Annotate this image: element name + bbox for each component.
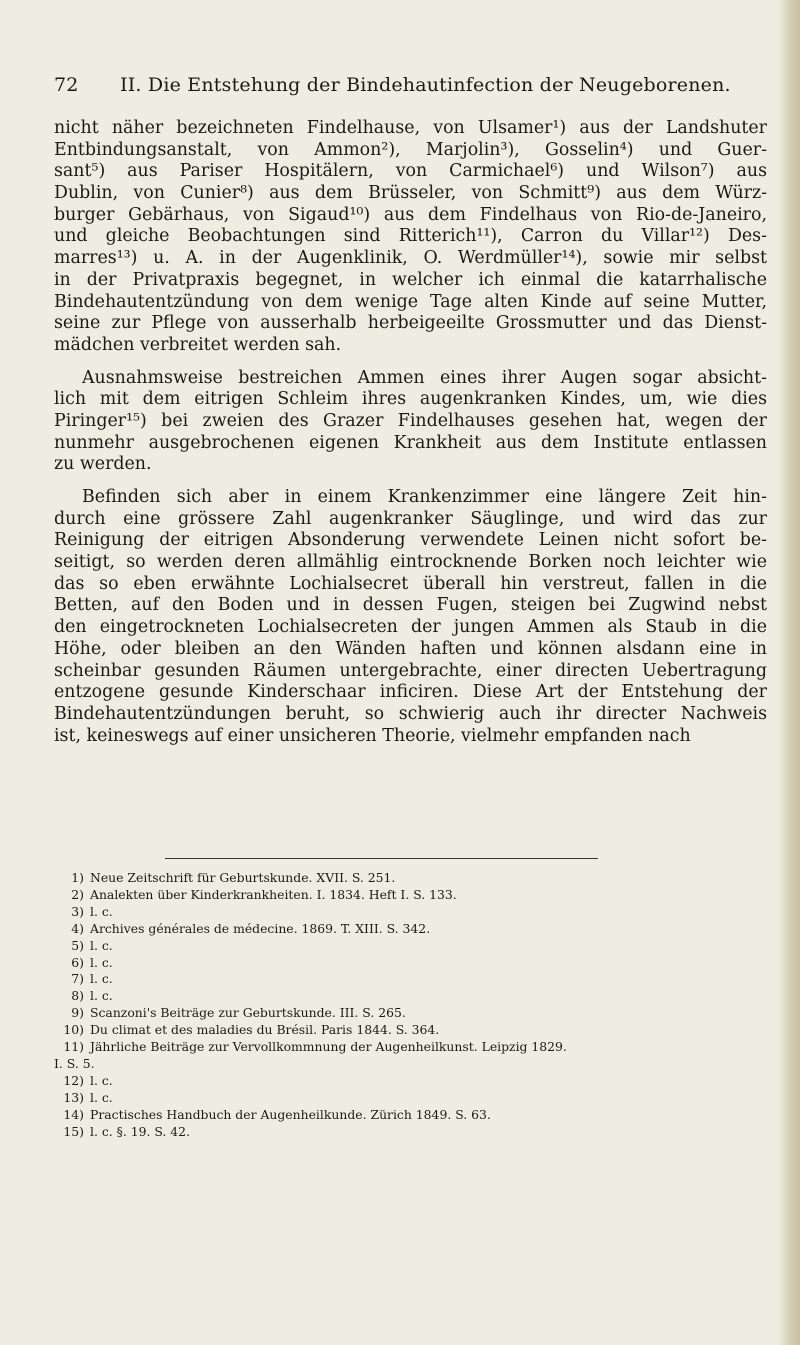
text-line: scheinbar gesunden Räumen untergebrachte, einer directen Uebertragung (54, 660, 767, 681)
text-line: sant⁵) aus Pariser Hospitälern, von Carmichael⁶) und Wilson⁷) aus (54, 161, 767, 182)
text-line: in der Privatpraxis begegnet, in welcher ich einmal die katarrhalische (54, 269, 767, 290)
footnote-number: 9) (71, 1005, 84, 1021)
page-edge-shadow (778, 0, 800, 1345)
footnote-text: l. c. (90, 1072, 113, 1088)
text-line: den eingetrockneten Lochialsecreten der jungen Ammen als Staub in die (54, 617, 767, 638)
footnote (54, 938, 767, 955)
footnote-text: l. c. (90, 988, 113, 1004)
footnote (54, 1022, 767, 1039)
text-line: nicht näher bezeichneten Findelhause, von Ulsamer¹) aus der Landshuter (54, 118, 767, 138)
text-line: Ausnahmsweise bestreichen Ammen eines ihrer Augen sogar absicht- (82, 367, 767, 388)
text-line: entzogene gesunde Kinderschaar inficiren. Diese Art der Entstehung der (54, 682, 767, 703)
footnote (54, 870, 767, 887)
text-line: seitigt, so werden deren allmählig eintrocknende Borken noch leichter wie (54, 552, 767, 573)
running-header (54, 74, 760, 104)
footnote-text: Neue Zeitschrift für Geburtskunde. XVII. S. 251. (90, 870, 396, 885)
text-line: zu werden. (54, 454, 152, 475)
text-line: ist, keineswegs auf einer unsicheren Theorie, vielmehr empfanden nach (54, 725, 691, 746)
text-line: Entbindungsanstalt, von Ammon²), Marjolin³), Gosselin⁴) und Guer- (54, 139, 767, 160)
footnote-number: 8) (71, 988, 84, 1004)
footnote (54, 1039, 767, 1056)
footnote (54, 1056, 767, 1073)
text-line: Befinden sich aber in einem Krankenzimmer eine längere Zeit hin- (82, 487, 767, 507)
text-line: Höhe, oder bleiben an den Wänden haften und können alsdann eine in (54, 638, 767, 659)
footnote-text: l. c. (90, 903, 113, 919)
footnote-number: 5) (71, 937, 84, 953)
footnote-number: 14) (63, 1106, 84, 1122)
footnote-text: l. c. (90, 971, 113, 987)
footnotes (54, 870, 767, 1141)
footnote-number: 4) (71, 920, 84, 936)
footnote-number: 6) (71, 954, 84, 970)
footnote (54, 1107, 767, 1124)
footnote-separator-rule (165, 858, 598, 859)
footnote (54, 988, 767, 1005)
footnote (54, 904, 767, 921)
text-line: Bindehautentzündungen beruht, so schwierig auch ihr directer Nachweis (54, 703, 767, 724)
footnote (54, 921, 767, 938)
footnote (54, 971, 767, 988)
text-line: Dublin, von Cunier⁸) aus dem Brüsseler, von Schmitt⁹) aus dem Würz- (54, 183, 767, 204)
footnote-text: Scanzoni's Beiträge zur Geburtskunde. III. S. 265. (90, 1005, 406, 1021)
footnote (54, 1073, 767, 1090)
text-line: seine zur Pflege von ausserhalb herbeigeeilte Grossmutter und das Dienst- (54, 313, 767, 334)
text-line: Reinigung der eitrigen Absonderung verwendete Leinen nicht sofort be- (54, 530, 767, 551)
footnote-text: l. c. (90, 954, 113, 970)
text-line: mädchen verbreitet werden sah. (54, 334, 342, 355)
text-line: lich mit dem eitrigen Schleim ihres augenkranken Kindes, um, wie dies (54, 389, 767, 410)
footnote-text: Archives générales de médecine. 1869. T. XIII. S. 342. (90, 920, 431, 936)
main-text (54, 118, 767, 747)
text-line: marres¹³) u. A. in der Augenklinik, O. Werdmüller¹⁴), sowie mir selbst (54, 248, 767, 269)
text-line: Bindehautentzündung von dem wenige Tage alten Kinde auf seine Mutter, (54, 291, 767, 312)
footnote (54, 887, 767, 904)
footnote-number: 3) (71, 903, 84, 919)
text-line: und gleiche Beobachtungen sind Ritterich¹¹), Carron du Villar¹²) Des- (54, 226, 767, 247)
footnote-number: 2) (71, 886, 84, 902)
footnote-number: 11) (63, 1039, 84, 1055)
footnote-number: 1) (71, 870, 84, 885)
footnote-text: Jährliche Beiträge zur Vervollkommnung der Augenheilkunst. Leipzig 1829. (90, 1039, 567, 1055)
footnote-number: 7) (71, 971, 84, 987)
footnote-text: Du climat et des maladies du Brésil. Paris 1844. S. 364. (90, 1022, 440, 1038)
footnote-text: l. c. (90, 1089, 113, 1105)
running-title: II. Die Entstehung der Bindehautinfection der Neugeborenen. (120, 74, 731, 96)
footnote-text: Practisches Handbuch der Augenheilkunde. Zürich 1849. S. 63. (90, 1106, 491, 1122)
footnote-number: 10) (63, 1022, 84, 1038)
text-line: nunmehr ausgebrochenen eigenen Krankheit aus dem Institute entlassen (54, 432, 767, 453)
paragraph (54, 368, 767, 476)
footnote-number: 15) (63, 1123, 84, 1139)
page-number: 72 (54, 74, 79, 96)
footnote-text: l. c. §. 19. S. 42. (90, 1123, 191, 1139)
footnote-number: 12) (63, 1072, 84, 1088)
text-line: Betten, auf den Boden und in dessen Fugen, steigen bei Zugwind nebst (54, 595, 767, 616)
paragraph (54, 487, 767, 747)
footnote-text: l. c. (90, 937, 113, 953)
footnote-number: 13) (63, 1089, 84, 1105)
text-line: durch eine grössere Zahl augenkranker Säuglinge, und wird das zur (54, 508, 767, 529)
text-line: das so eben erwähnte Lochialsecret überall hin verstreut, fallen in die (54, 573, 767, 594)
footnote (54, 1090, 767, 1107)
footnote-text: Analekten über Kinderkrankheiten. I. 1834. Heft I. S. 133. (90, 886, 457, 902)
footnote (54, 1124, 767, 1141)
footnote (54, 955, 767, 972)
text-line: Piringer¹⁵) bei zweien des Grazer Findelhauses gesehen hat, wegen der (54, 410, 767, 431)
footnote-text: I. S. 5. (54, 1055, 95, 1071)
paragraph (54, 118, 767, 357)
text-line: burger Gebärhaus, von Sigaud¹⁰) aus dem Findelhaus von Rio-de-Janeiro, (54, 204, 767, 225)
footnote (54, 1005, 767, 1022)
